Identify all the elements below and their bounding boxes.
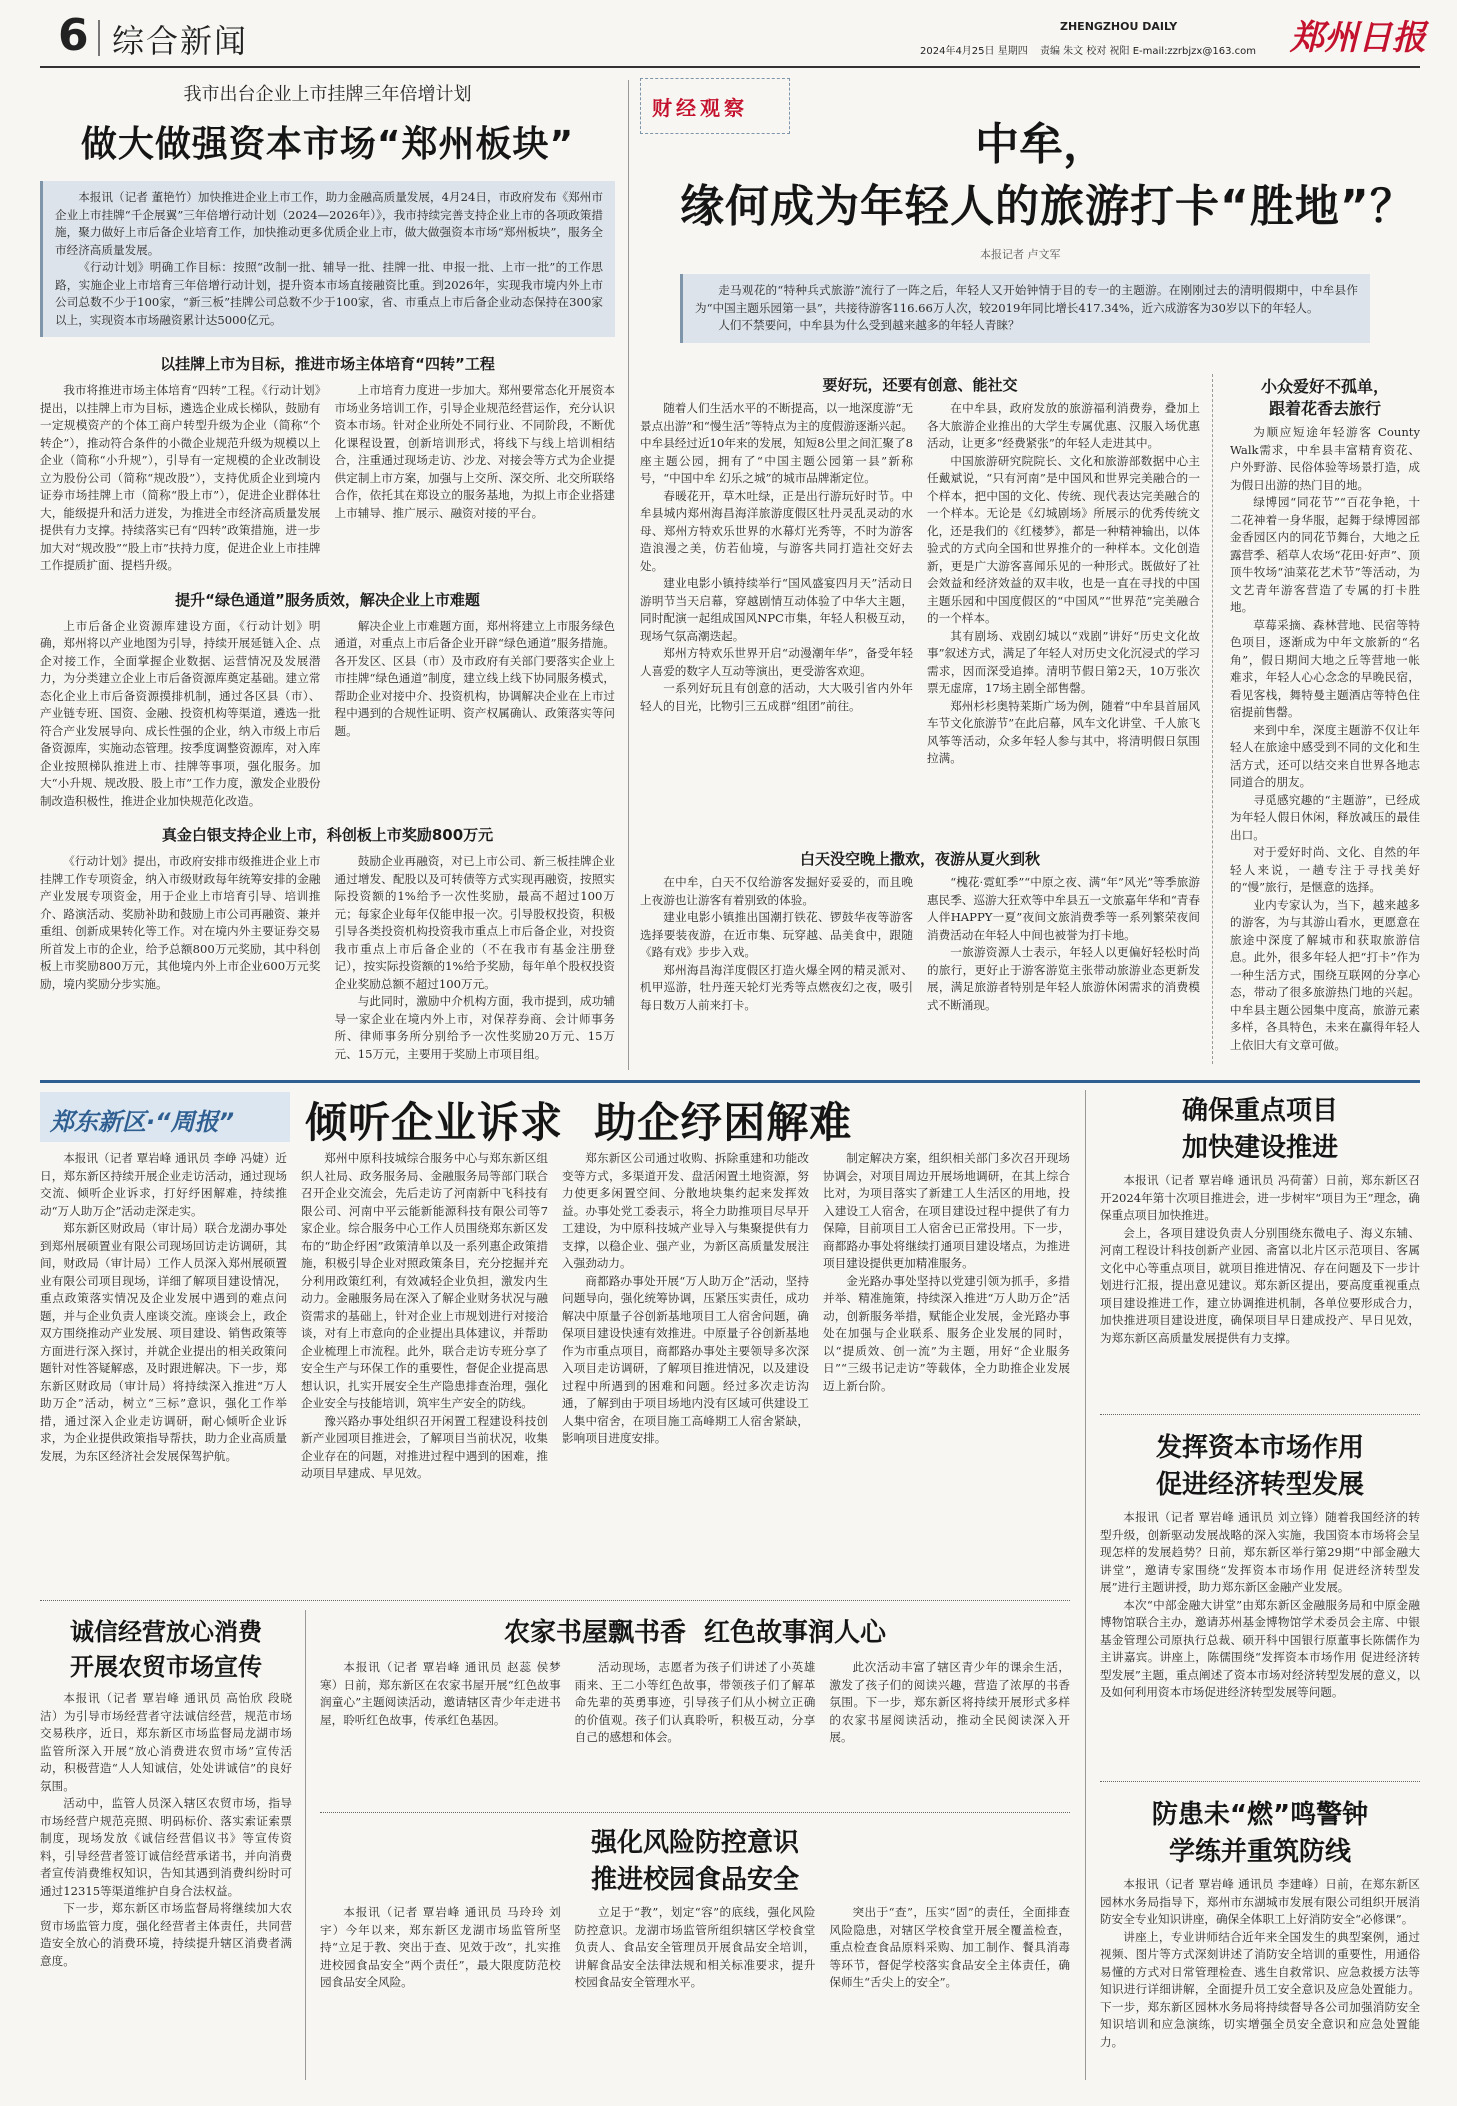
paragraph: 本报讯（记者 覃岩峰 通讯员 高怡欣 段晓洁）为引导市场经营者守法诚信经营，规范市场交易秩序，近日，郑东新区市场监督局龙湖市场监管所深入开展“放心消费进农贸市场”宣传活动，积极营造“人人知诚信，处处讲诚信”的良好氛围。 (40, 1691, 292, 1793)
right2-title-2: 促进经济转型发展 (1155, 1470, 1364, 1500)
paragraph: 此次活动丰富了辖区青少年的课余生活，激发了孩子们的阅读兴趣，营造了浓厚的书香氛围。下一步，郑东新区将持续开展形式多样的农家书屋阅读活动，推动全民阅读深入开展。 (829, 1660, 1070, 1744)
bl-title-1: 诚信经营放心消费 (70, 1618, 262, 1646)
paragraph: 制定解决方案，组织相关部门多次召开现场协调会，对项目周边开展场地调研，在其上综合比对，为项目落实了新建工人生活区的用地，投入建设工人宿舍，在项目建设过程中提供了有力保障，目前项目工人宿舍已正常投用。下一步，商都路办事处将继续打通项目建设堵点，为推进项目建设提供更加精准服务。 (823, 1151, 1070, 1270)
divider (1100, 1781, 1420, 1782)
paper-logo: 郑州日报 (1290, 18, 1426, 58)
paragraph: 本报讯（记者 覃岩峰 通讯员 马玲玲 刘宇）今年以来，郑东新区龙湖市场监管所坚持“立足于教、突出于查、见效于改”，扎实推进校园食品安全“两个责任”，最大限度防范校园食品安全风险。 (320, 1905, 561, 1989)
article2-section-2 (640, 874, 1200, 1058)
paragraph: 上市培育力度进一步加大。郑州要常态化开展资本市场业务培训工作，引导企业规范经营运作，充分认识资本市场。针对企业所处不同行业、不同阶段，不断优化课程设置，创新培训形式，将线下与线上培训相结合，注重通过现场走访、沙龙、对接会等方式为企业提供定制上市方案，加强与上交所、深交所、北交所联络合作，依托其在郑设立的服务基地，为拟上市企业搭建上市辅导、推广展示、融资对接的平台。 (334, 383, 615, 520)
paragraph: 为顺应短途年轻游客 County Walk需求，中牟县丰富精育资花、户外野游、民俗体验等场景打造，成为假日出游的热门目的地。 (1230, 425, 1420, 492)
article1-subhead-1: 以挂牌上市为目标，推进市场主体培育“四转”工程 (160, 355, 495, 373)
paragraph: 在中牟，白天不仅给游客发掘好妥妥的，而且晚上夜游也让游客有着别致的体验。 (640, 875, 913, 907)
paragraph: 中国旅游研究院院长、文化和旅游部数据中心主任戴斌说，“只有河南”是中国风和世界完美融合的一个样本，把中国的文化、传统、现代表达完美融合的一个样本。无论是《幻城剧场》所展示的优秀传统文化，还是我们的《红楼梦》，都是一种精神输出，以体验式的方式向全国和世界推介的一种样本。文化创造新，更是广大游客喜闻乐见的一种形式。既做好了社会效益和经济效益的双丰收，也是一直在寻找的中国主题乐园和中国度假区的“中国风”“世界范”完美融合的一个样本。 (927, 453, 1200, 625)
paragraph: 春暖花开，草木吐绿，正是出行游玩好时节。中牟县城内郑州海昌海洋旅游度假区牡丹灵乱灵动的水母、郑州方特欢乐世界的水幕灯光秀等，不时为游客造浪漫之美，仿若仙境，与游客共同打造社交好去处。 (640, 488, 913, 573)
masthead-rule (40, 66, 1420, 68)
right2-title-1: 发挥资本市场作用 (1155, 1433, 1364, 1463)
zhengdong-main-text (40, 1150, 1070, 1590)
paragraph: 下一步，郑东新区市场监督局将继续加大农贸市场监管力度，强化经营者主体责任，共同营造安全放心的消费环境，持续提升辖区消费者满意度。 (40, 1901, 292, 1968)
paragraph: 鼓励企业再融资，对已上市公司、新三板挂牌企业通过增发、配股以及可转债等方式实现再融资，按照实际投资额的1%给予一次性奖励，最高不超过100万元；每家企业每年仅能申报一次。引导股权投资，积极引导各类投资机构投资我市重点上市后备企业，对投资我市重点上市后备企业的（不在我市有基金注册登记），按实际投资额的1%给予奖励，每年单个股权投资企业奖励总额不超过100万元。 (334, 854, 615, 991)
paragraph: 其有剧场、戏剧幻城以“戏剧”讲好“历史文化故事”叙述方式，满足了年轻人对历史文化沉浸式的学习需求，因而深受追捧。清明节假日第2天，10万张次票无虚席，17场主剧全部售罄。 (927, 628, 1200, 695)
paragraph: 草莓采摘、森林营地、民宿等特色项目，逐渐成为中年文旅新的“名角”，假日期间大地之丘等营地一帐难求，年轻人心心念念的早晚民宿，看见客栈，舞特曼主题酒店等特色住宿提前售罄。 (1230, 617, 1420, 719)
bm1-title: 农家书屋飘书香 红色故事润人心 (503, 1618, 887, 1648)
article1-section-2 (40, 618, 615, 811)
paragraph: 商都路办事处开展“万人助万企”活动，坚持问题导向，强化统筹协调，压紧压实责任，成功解决中原量子谷创新基地项目工人宿舍问题，确保项目建设快速有效推进。中原量子谷创新基地作为市重点项目，商都路办事处主要领导多次深入项目走访调研，了解项目推进情况，以及建设过程中所遇到的困难和问题。经过多次走访沟通，了解到由于项目场地内没有区域可供建设工人集中宿舍，在项目施工高峰期工人宿舍紧缺，影响项目进度安排。 (562, 1273, 809, 1445)
article1-section-3 (40, 853, 615, 1063)
paragraph: 会上，各项目建设负责人分别围绕东微电子、海义东辅、河南工程设计科技创新产业园、斋富以北片区示范项目、客属文化中心等重点项目，就项目推进情况、存在问题及下一步计划进行汇报，提出意见建议。郑东新区提出，要高度重视重点项目建设推进工作，建立协调推进机制，各单位要形成合力，加快推进项目建设进度，确保项目早日建成投产、早日见效，为郑东新区高质量发展提供有力支撑。 (1100, 1225, 1420, 1345)
paragraph: 郑东新区财政局（审计局）联合龙湖办事处到郑州展硕置业有限公司现场回访走访调研，其间，财政局（审计局）工作人员深入郑州展硕置业有限公司项目现场，详细了解项目建设情况，重点政策落实情况及企业发展中遇到的难点问题，并与企业负责人座谈交流。座谈会上，政企双方围绕推动产业发展、项目建设、销售政策等方面进行深入探讨，并就企业提出的相关政策问题针对性答疑解惑，及时跟进解决。下一步，郑东新区财政局（审计局）将持续深入推进“万人助万企”活动，树立“三标”意识，强化工作举措，通过深入企业走访调研，耐心倾听企业诉求，为企业提供政策指导帮扶，助力企业高质量发展，为东区经济社会发展保驾护航。 (40, 1221, 287, 1463)
paragraph: 在中牟县，政府发放的旅游福利消费券，叠加上各大旅游企业推出的大学生专属优惠、汉服入场优惠活动，让更多“经费紧张”的年轻人走进其中。 (927, 401, 1200, 450)
paragraph: 本报讯（记者 覃岩峰 通讯员 冯荷蕾）日前，郑东新区召开2024年第十次项目推进会，进一步树牢“项目为王”理念，确保重点项目加快推进。 (1100, 1173, 1420, 1222)
lead-paragraph: 《行动计划》明确工作目标：按照“改制一批、辅导一批、挂牌一批、申报一批、上市一批”的工作思路，实施企业上市培育三年倍增行动计划，提升资本市场直接融资比重。到2026年，实现我市境内外上市公司总数不少于100家，“新三板”挂牌公司总数不少于100家，省、市重点上市后备企业动态保持在300家以上，实现资本市场融资累计达5000亿元。 (55, 260, 603, 327)
article-capital-market (40, 80, 615, 1063)
lead-paragraph: 人们不禁要问，中牟县为什么受到越来越多的年轻人青睐？ (718, 318, 1020, 332)
editors-line: 责编 朱文 校对 祝阳 E-mail:zzrbjzx@163.com (1040, 46, 1256, 57)
article1-section-1 (40, 382, 615, 575)
article1-subhead-2: 提升“绿色通道”服务质效，解决企业上市难题 (175, 590, 480, 609)
article2-byline: 本报记者 卢文军 (980, 248, 1061, 261)
paragraph: 本次“中部金融大讲堂”由郑东新区金融服务局和中原金融博物馆联合主办，邀请苏州基金博物馆学术委员会主席、中银基金管理公司原执行总裁、硕开科中国银行原董事长陈儒作为主讲嘉宾。讲座上，陈儒围绕“发挥资本市场作用 促进经济转型发展”主题，重点阐述了资本市场对经济转型发展的意义，以及如何利用资本市场促进经济转型发展等问题。 (1100, 1597, 1420, 1699)
article1-kicker: 我市出台企业上市挂牌三年倍增计划 (183, 84, 472, 105)
bm2-title-1: 强化风险防控意识 (590, 1828, 799, 1858)
paragraph: 本报讯（记者 覃岩峰 通讯员 赵蕊 侯梦寒）日前，郑东新区在农家书屋开展“红色故事润童心”主题阅读活动，邀请辖区青少年走进书屋，聆听红色故事，传承红色基因。 (320, 1660, 561, 1727)
sidebar-text (1230, 424, 1420, 1064)
paper-name-en: ZHENGZHOU DAILY (1060, 20, 1178, 33)
lead-paragraph: 走马观花的“特种兵式旅游”流行了一阵之后，年轻人又开始钟情于目的专一的主题游。在刚刚过去的清明假期中，中牟县作为“中国主题乐园第一县”，共接待游客116.66万人次，较2019年同比增长417.34%，近六成游客为30岁以下的年轻人。 (695, 283, 1358, 315)
paragraph: 我市将推进市场主体培育“四转”工程。《行动计划》提出，以挂牌上市为目标，遴选企业成长梯队，鼓励有一定规模资产的个体工商户转型升级为企业（简称“个转企”），推动符合条件的小微企业规范升级为规模以上企业（简称“小升规”），引导有一定规模的企业改制设立为股份公司（简称“规改股”），支持优质企业到境内证券市场挂牌上市（简称“股上市”），促进企业群体壮大，能级提升和活力迸发，为推进全市经济高质量发展提供有力支撑。持续落实已有“四转”政策措施，进一步加大对“规改股”“股上市”扶持力度，促进企业上市挂牌工作提质扩面、提档升级。 (40, 383, 321, 572)
bl-text (40, 1690, 292, 2080)
right-column (1100, 1090, 1420, 2106)
zhengdong-band (40, 1080, 1420, 1083)
paragraph: 讲座上，专业讲师结合近年来全国发生的典型案例，通过视频、图片等方式深刻讲述了消防安全培训的重要性，用通俗易懂的方式对日常管理检查、逃生自救常识、应急救援方法等知识进行详细讲解，全面提升员工安全意识及应急处置能力。下一步，郑东新区园林水务局将持续督导各公司加强消防安全知识培训和应急演练，切实增强全员安全意识和应急处置能力。 (1100, 1929, 1420, 2049)
article2-subhead-1: 要好玩，还要有创意、能社交 (822, 376, 1018, 394)
article1-lead (40, 181, 615, 337)
paragraph: “槐花·霓虹季”“中原之夜、满“年”风光”等季旅游惠民季、巡游大狂欢等中牟县五一文旅嘉年华和“青春人伴HAPPY一夏”夜间文旅消费季等一系列繁荣夜间消费活动在年轻人中间也被誉为打卡地。 (927, 875, 1200, 942)
masthead (0, 0, 1457, 70)
paragraph: 活动现场，志愿者为孩子们讲述了小英雄雨来、王二小等红色故事，带领孩子们了解革命先辈的英勇事迹，引导孩子们从小树立正确的价值观。孩子们认真聆听，积极互动，分享自己的感想和体会。 (574, 1660, 816, 1744)
paragraph: 本报讯（记者 覃岩峰 通讯员 李建峰）日前，在郑东新区园林水务局指导下，郑州市东湖城市发展有限公司组织开展消防安全专业知识讲座，确保全体职工上好消防安全“必修课”。 (1100, 1877, 1420, 1926)
article2-subhead-2: 白天没空晚上撒欢，夜游从夏火到秋 (799, 850, 1040, 868)
divider (1100, 1414, 1420, 1415)
bl-title-2: 开展农贸市场宣传 (70, 1653, 262, 1681)
paragraph: 豫兴路办事处组织召开闲置工程建设科技创新产业园项目推进会，了解项目当前状况，收集企业存在的问题，对推进过程中遇到的困难，推动项目早建成、早见效。 (301, 1413, 548, 1480)
right2-text (1100, 1509, 1420, 1769)
paragraph: 本报讯（记者 覃岩峰 通讯员 刘立锋）随着我国经济的转型升级，创新驱动发展战略的深入实施，我国资本市场将会呈现怎样的发展趋势？日前，郑东新区举行第29期“中部金融大讲堂”，邀请专家围绕“发挥资本市场作用 促进经济转型发展”进行主题讲授，助力郑东新区金融产业发展。 (1100, 1510, 1420, 1594)
bm1-text (320, 1659, 1070, 1819)
paragraph: 郑州方特欢乐世界开启“动漫潮年华”，备受年轻人喜爱的数字人互动等演出，更受游客欢迎。 (640, 646, 913, 678)
paragraph: 一旅游资源人士表示，年轻人以更偏好轻松时尚的旅行，更好止于游客游览主张带动旅游业态更新发展，满足旅游者特别是年轻人旅游休闲需求的消费模式不断涌现。 (927, 945, 1200, 1012)
right3-text (1100, 1876, 1420, 2106)
right1-title-2: 加快建设推进 (1181, 1133, 1338, 1163)
paragraph: 建业电影小镇持续举行“国风盛宴四月天”活动日游明节当天启幕，穿越剧情互动体验了中华大主题，同时配演一起组成国风NPC市集，年轻人积极互动，现场气氛高潮迭起。 (640, 576, 913, 643)
column-divider (628, 80, 629, 1070)
paragraph: 郑州杉杉奥特莱斯广场为例，随着“中牟县首届风车节文化旅游节”在此启幕，风车文化讲堂、千人旅飞风筝等活动，众多年轻人参与其中，将清明假日氛围拉满。 (927, 698, 1200, 765)
article-farmers-market (40, 1612, 292, 2080)
right1-text (1100, 1172, 1420, 1402)
paragraph: 来到中牟，深度主题游不仅让年轻人在旅途中感受到不同的文化和生活方式，还可以结交来自世界各地志同道合的朋友。 (1230, 722, 1420, 789)
masthead-divider (98, 20, 100, 56)
paragraph: 上市后备企业资源库建设方面，《行动计划》明确，郑州将以产业地图为引导，持续开展延链入企、点企对接工作，全面掌握企业数据、运营情况及发展潜力，为分类建立企业上市后备资源库奠定基础。建立常态化企业上市后备资源摸排机制，通过各区县（市）、产业链专班、国资、金融、投资机构等渠道，遴选一批符合产业发展导向、成长性强的企业，纳入市级上市后备资源库，实施动态管理。按季度调整资源库，对入库企业按照梯队推进上市、挂牌等事项，强化服务。加大“小升规、规改股、股上市”工作力度，激发企业股份制改造积极性，推进企业加快规范化改造。 (40, 618, 321, 808)
paragraph: 建业电影小镇推出国潮打铁花、锣鼓华夜等游客选择要装夜游，在近市集、玩穿越、品美食中，跟随《路有戏》步步入戏。 (640, 910, 913, 959)
page-number: 6 (58, 10, 89, 61)
paragraph: 解决企业上市难题方面，郑州将建立上市服务绿色通道，对重点上市后备企业开辟“绿色通道”服务措施。各开发区、区县（市）及市政府有关部门要落实企业上市挂牌“绿色通道”制度，建立线上线下协同服务模式，帮助企业对接中介、投资机构，协调解决企业在上市过程中遇到的合规性证明、资产权属确认、政策落实等问题。 (334, 618, 615, 738)
column-tag: 财经观察 (652, 96, 748, 120)
article-school-food (320, 1822, 1070, 2084)
right1-title-1: 确保重点项目 (1181, 1096, 1338, 1126)
paragraph: 金光路办事处坚持以党建引领为抓手，多措并举、精准施策，持续深入推进“万人助万企”活动，创新服务举措，赋能企业发展，金光路办事处在加强与企业联系、服务企业发展的同时，以“提质效、创一流”为主题，用好“企业服务日”“三级书记走访”等载体，全力助推企业发展迈上新台阶。 (823, 1273, 1070, 1393)
article1-headline: 做大做强资本市场“郑州板块” (80, 124, 575, 165)
paragraph: 《行动计划》提出，市政府安排市级推进企业上市挂牌工作专项资金，纳入市级财政每年统筹安排的金融产业发展专项资金，用于企业上市培育引导、培训推介、路演活动、奖励补助和鼓励上市公司再融资、兼并重组、创新成果转化等工作。对在境内外主要证券交易所首发上市的企业，给予总额800万元奖励，其中科创板上市奖励800万元，其他境内外上市企业600万元奖励，境内奖励分步实施。 (40, 854, 321, 991)
paragraph: 绿博园“同花节”“百花争艳，十二花神着一身华服，起舞于绿博园部金香园区内的同花节舞台，大地之丘露营季、稻草人农场“花田·好声”、顶顶牛牧场“油菜花艺术节”等活动，为文艺青年游客营造了专属的打卡胜地。 (1230, 495, 1420, 614)
divider (40, 1600, 1070, 1601)
paragraph: 随着人们生活水平的不断提高，以一地深度游“无景点出游”和“慢生活”等特点为主的度假游逐渐兴起。中牟县经过近10年来的发展，知短8公里之间汇聚了8座主题公园，拥有了“中国主题公园第一县”新称号，“中国中牟 幻乐之城”的城市品牌渐定位。 (640, 401, 913, 485)
article2-section-1 (640, 400, 1200, 830)
sidebar-title-2: 跟着花香去旅行 (1268, 399, 1381, 418)
paragraph: 郑州海昌海洋度假区打造火爆全网的精灵派对、机甲巡游，牡丹莲天轮灯光秀等点燃夜幻之夜，吸引每日数万人前来打卡。 (640, 962, 913, 1012)
bottom-left-divider (305, 1610, 306, 2080)
paragraph: 对于爱好时尚、文化、自然的年轻人来说，一趟专注于寻找美好的“慢”旅行，是惬意的选择。 (1230, 845, 1420, 894)
paragraph: 业内专家认为，当下，越来越多的游客，为与其游山看水，更愿意在旅途中深度了解城市和获取旅游信息。此外，很多年轻人把“打卡”作为一种生活方式，围绕互联网的分享心态，带动了很多旅游热门地的兴起。中牟县主题公园集中度高，旅游元素多样，各具特色，未来在赢得年轻人上依旧大有文章可做。 (1230, 897, 1420, 1052)
paragraph: 郑州中原科技城综合服务中心与郑东新区组织人社局、政务服务局、金融服务局等部门联合召开企业交流会，先后走访了河南新中飞科技有限公司、河南中平云能新能源科技有限公司等7家企业。综合服务中心工作人员围绕郑东新区发布的“助企纾困”政策清单以及一系列惠企政策措施，积极引导企业对照政策条目，充分挖掘并充分利用政策红利，有效减轻企业负担，激发内生动力。金融服务局在深入了解企业财务状况与融资需求的基础上，针对企业上市规划进行对接洽谈，对有上市意向的企业提出具体建议，并帮助企业梳理上市流程。此外，联合走访专班分享了安全生产与环保工作的重要性，督促企业提高思想认识，扎实开展安全生产隐患排查治理，强化企业安全与技能培训，筑牢生产安全的防线。 (301, 1151, 548, 1410)
paragraph: 郑东新区公司通过收购、拆除重建和功能改变等方式，多渠道开发、盘活闲置土地资源，努力使更多闲置空间、分散地块集约起来发挥效益。办事处党工委表示，将全力助推项目尽早开工建设，为中原科技城产业导入与集聚提供有力支撑，以稳企业、强产业，为新区高质量发展注入强劲动力。 (562, 1151, 809, 1270)
right3-title-2: 学练并重筑防线 (1168, 1837, 1351, 1867)
article1-subhead-3: 真金白银支持企业上市，科创板上市奖励800万元 (161, 826, 494, 844)
article2-lead (680, 274, 1370, 343)
paragraph: 活动中，监管人员深入辖区农贸市场，指导市场经营户规范亮照、明码标价、落实索证索票制度，现场发放《诚信经营倡议书》等宣传资料，引导经营者签订诚信经营承诺书，并向消费者宣传消费维权知识，告知其遇到消费纠纷时可通过12315等渠道维护自身合法权益。 (40, 1796, 292, 1898)
article2-headline-2: 缘何成为年轻人的旅游打卡“胜地”？ (680, 181, 1415, 232)
bm2-text (320, 1904, 1070, 2084)
section-title: 综合新闻 (112, 22, 249, 60)
right-column-divider (1085, 1090, 1086, 2080)
paragraph: 本报讯（记者 覃岩峰 通讯员 李峥 冯婕）近日，郑东新区持续开展企业走访活动，通过现场交流、倾听企业诉求，打好纾困解难，持续推动“万人助万企”活动走深走实。 (40, 1151, 287, 1218)
article2-headline-1: 中牟， (975, 119, 1107, 170)
paragraph: 一系列好玩且有创意的活动，大大吸引省内外年轻人的目光，比物引三五成群“组团”前往。 (640, 681, 913, 713)
sidebar-title-1: 小众爱好不孤单， (1260, 377, 1389, 396)
article-book-house (320, 1612, 1070, 1819)
sidebar-divider (1212, 374, 1213, 1064)
paragraph: 与此同时，激励中介机构方面，我市提到，成功辅导一家企业在境内外上市，对保荐券商、会计师事务所、律师事务所分别给予一次性奖励20万元、15万元、15万元，主要用于奖励上市项目组。 (334, 994, 615, 1061)
bm2-title-2: 推进校园食品安全 (590, 1865, 799, 1895)
paragraph: 立足于“教”，划定“容”的底线，强化风险防控意识。龙湖市场监管所组织辖区学校食堂负责人、食品安全管理员开展食品安全培训，讲解食品安全法律法规和相关标准要求，提升校园食品安全管理水平。 (574, 1905, 816, 1989)
paragraph: 突出于“查”，压实“固”的责任，全面排查风险隐患，对辖区学校食堂开展全覆盖检查，重点检查食品原料采购、加工制作、餐具消毒等环节，督促学校落实食品安全主体责任，确保师生“舌尖上的安全”。 (829, 1905, 1070, 1989)
divider (320, 1812, 1070, 1813)
date-line: 2024年4月25日 星期四 (920, 46, 1028, 57)
right3-title-1: 防患未“燃”鸣警钟 (1151, 1800, 1369, 1830)
zhengdong-tag: 郑东新区·“周报” (40, 1092, 290, 1142)
zhengdong-headline: 倾听企业诉求 助企纾困解难 (305, 1098, 853, 1147)
paragraph: 寻觅感究趣的“主题游”，已经成为年轻人假日休闲，释放减压的最佳出口。 (1230, 792, 1420, 842)
lead-paragraph: 本报讯（记者 董艳竹）加快推进企业上市工作，助力金融高质量发展，4月24日，市政府发布《郑州市企业上市挂牌“千企展翼”三年倍增行动计划（2024—2026年）》，我市持续完善支持企业上市的各项政策措施，聚力做好上市后备企业培育工作，加快推动更多优质企业上市，做大做强资本市场“郑州板块”，服务全市经济高质量发展。 (55, 190, 603, 257)
